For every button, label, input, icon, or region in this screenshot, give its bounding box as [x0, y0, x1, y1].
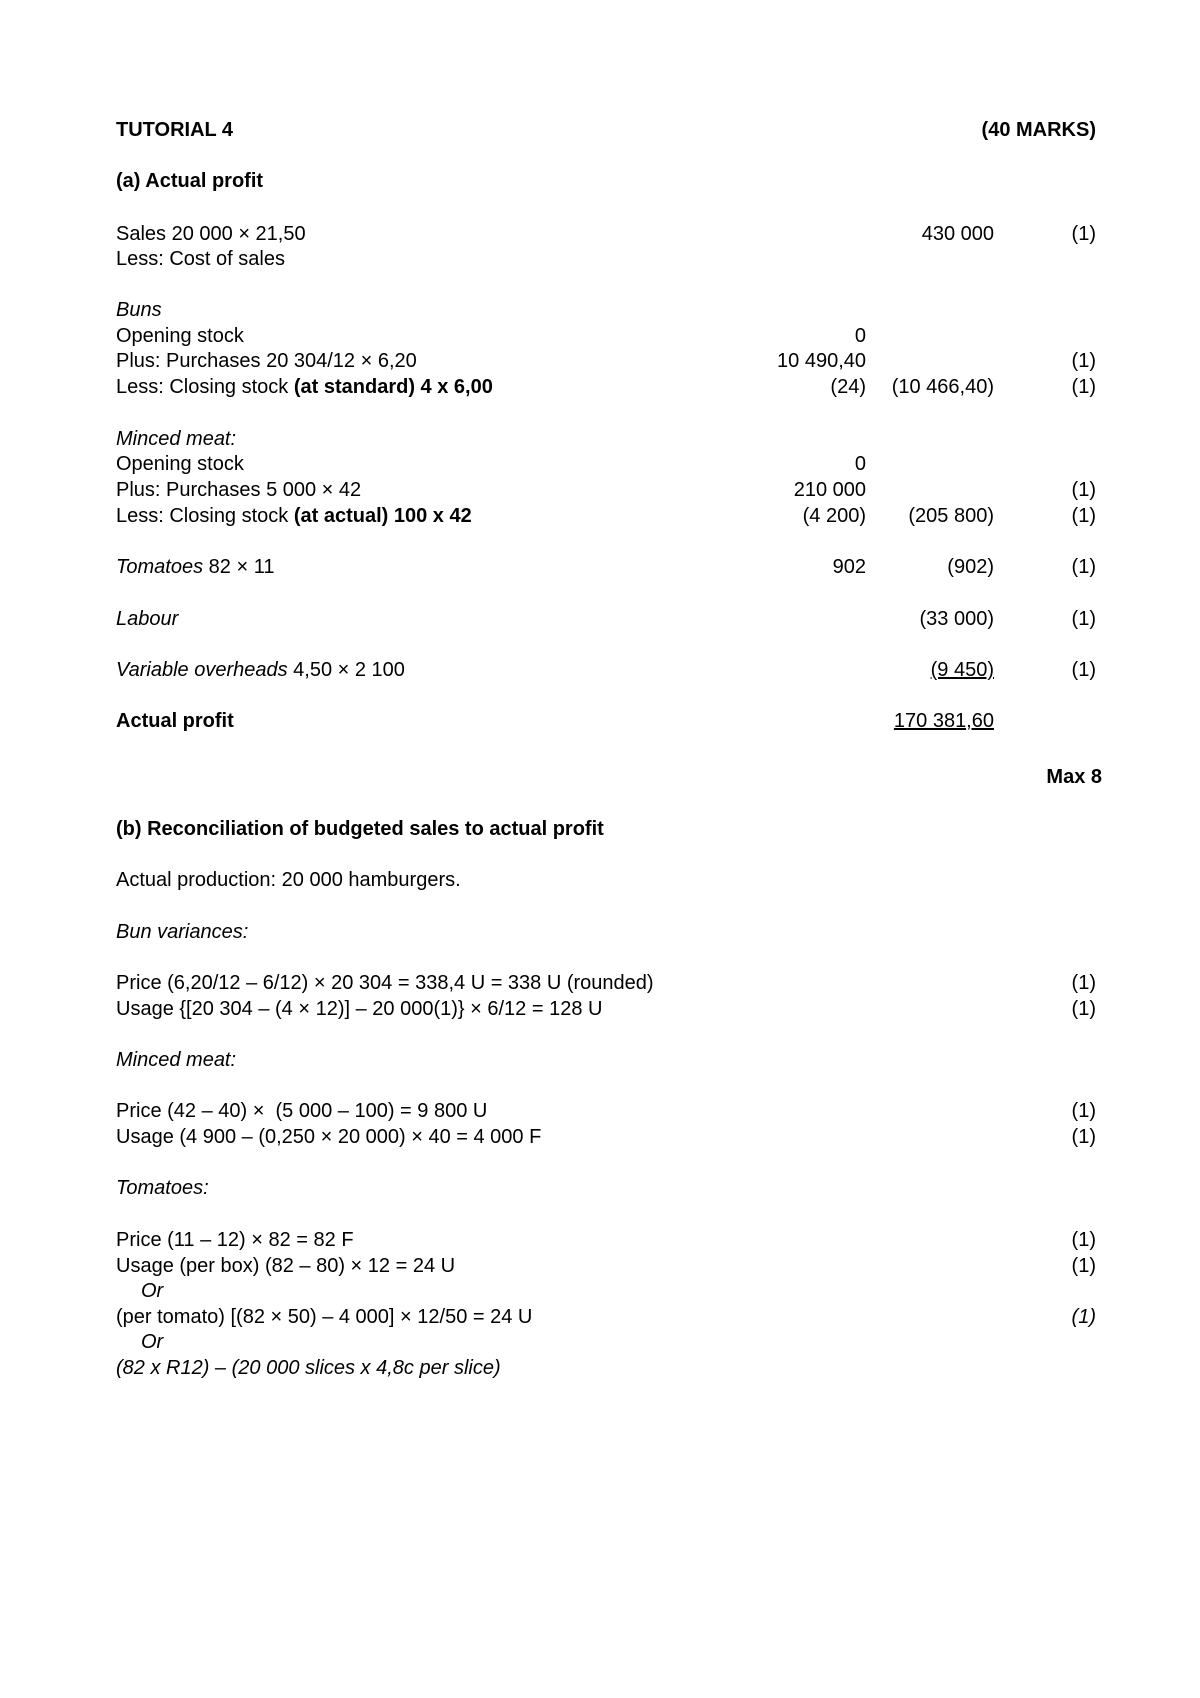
tomato-variances-title: Tomatoes: [116, 1177, 209, 1199]
meat-variances-title: Minced meat: [116, 1049, 237, 1071]
tomato-per-tomato-variance: (per tomato) [(82 × 50) – 4 000] × 12/50 = 24 U [116, 1306, 533, 1328]
overheads-mark: (1) [1071, 659, 1096, 681]
meat-closing-label [116, 504, 472, 528]
labour-label: Labour [116, 608, 179, 630]
tomatoes-mark: (1) [1071, 556, 1096, 578]
overheads-label [116, 658, 405, 682]
meat-closing-total: (205 800) [908, 505, 994, 527]
meat-closing-detail: (at actual) 100 x 42 [293, 505, 472, 527]
bun-usage-mark: (1) [1071, 998, 1096, 1020]
tomatoes-label [116, 555, 274, 579]
sales-value: 430 000 [921, 223, 994, 245]
meat-opening-value: 0 [854, 453, 866, 475]
tomato-price-mark: (1) [1071, 1229, 1096, 1251]
document-title: TUTORIAL 4 [116, 119, 234, 141]
total-marks: (40 MARKS) [981, 119, 1096, 141]
or-separator-1: Or [141, 1280, 164, 1302]
meat-usage-variance: Usage (4 900 – (0,250 × 20 000) × 40 = 4 000 F [116, 1126, 542, 1148]
labour-total: (33 000) [919, 608, 994, 630]
tomatoes-label-calc: 82 × 11 [203, 556, 275, 578]
tomato-usage-mark: (1) [1071, 1255, 1096, 1277]
meat-price-variance: Price (42 – 40) × (5 000 – 100) = 9 800 U [116, 1100, 488, 1122]
part-a-heading: (a) Actual profit [116, 170, 264, 192]
tomato-per-tomato-mark: (1) [1071, 1306, 1096, 1328]
sales-mark: (1) [1071, 223, 1096, 245]
overheads-label-title: Variable overheads [116, 659, 288, 681]
overheads-total-value: (9 450) [930, 659, 994, 681]
actual-production: Actual production: 20 000 hamburgers. [116, 869, 461, 891]
buns-opening-label: Opening stock [116, 325, 244, 347]
buns-closing-prefix: Less: Closing stock [116, 376, 294, 398]
max-marks: Max 8 [1046, 766, 1102, 788]
tomato-usage-variance: Usage (per box) (82 – 80) × 12 = 24 U [116, 1255, 456, 1277]
or-separator-2: Or [141, 1331, 164, 1353]
buns-title: Buns [116, 299, 162, 321]
actual-profit-total [864, 709, 994, 733]
meat-usage-mark: (1) [1071, 1126, 1096, 1148]
buns-purchases-value: 10 490,40 [777, 350, 866, 372]
bun-price-mark: (1) [1071, 972, 1096, 994]
overheads-total [864, 658, 994, 682]
meat-purchases-label: Plus: Purchases 5 000 × 42 [116, 479, 362, 501]
meat-price-mark: (1) [1071, 1100, 1096, 1122]
tomatoes-total: (902) [947, 556, 994, 578]
actual-profit-value: 170 381,60 [893, 710, 994, 732]
buns-opening-value: 0 [854, 325, 866, 347]
meat-closing-prefix: Less: Closing stock [116, 505, 294, 527]
tomato-alt-calc: (82 x R12) – (20 000 slices x 4,8c per slice) [116, 1357, 501, 1379]
meat-title: Minced meat: [116, 428, 237, 450]
bun-variances-title: Bun variances: [116, 921, 249, 943]
buns-closing-value: (24) [830, 376, 866, 398]
less-cost-label: Less: Cost of sales [116, 248, 285, 270]
tomatoes-label-title: Tomatoes [116, 556, 204, 578]
overheads-label-calc: 4,50 × 2 100 [287, 659, 405, 681]
meat-closing-value: (4 200) [802, 505, 866, 527]
meat-purchases-value: 210 000 [793, 479, 866, 501]
tomato-price-variance: Price (11 – 12) × 82 = 82 F [116, 1229, 354, 1251]
actual-profit-label: Actual profit [116, 710, 234, 732]
buns-closing-total: (10 466,40) [891, 376, 994, 398]
bun-price-variance: Price (6,20/12 – 6/12) × 20 304 = 338,4 U = 338 U (rounded) [116, 972, 654, 994]
meat-purchases-mark: (1) [1071, 479, 1096, 501]
part-b-heading: (b) Reconciliation of budgeted sales to actual profit [116, 818, 604, 840]
meat-closing-mark: (1) [1071, 505, 1096, 527]
buns-purchases-mark: (1) [1071, 350, 1096, 372]
meat-opening-label: Opening stock [116, 453, 244, 475]
buns-closing-label [116, 375, 493, 399]
buns-closing-detail: (at standard) 4 x 6,00 [293, 376, 493, 398]
buns-closing-mark: (1) [1071, 376, 1096, 398]
sales-label: Sales 20 000 × 21,50 [116, 223, 306, 245]
bun-usage-variance: Usage {[20 304 – (4 × 12)] – 20 000(1)} × 6/12 = 128 U [116, 998, 603, 1020]
tomatoes-value: 902 [832, 556, 866, 578]
labour-mark: (1) [1071, 608, 1096, 630]
buns-purchases-label: Plus: Purchases 20 304/12 × 6,20 [116, 350, 417, 372]
